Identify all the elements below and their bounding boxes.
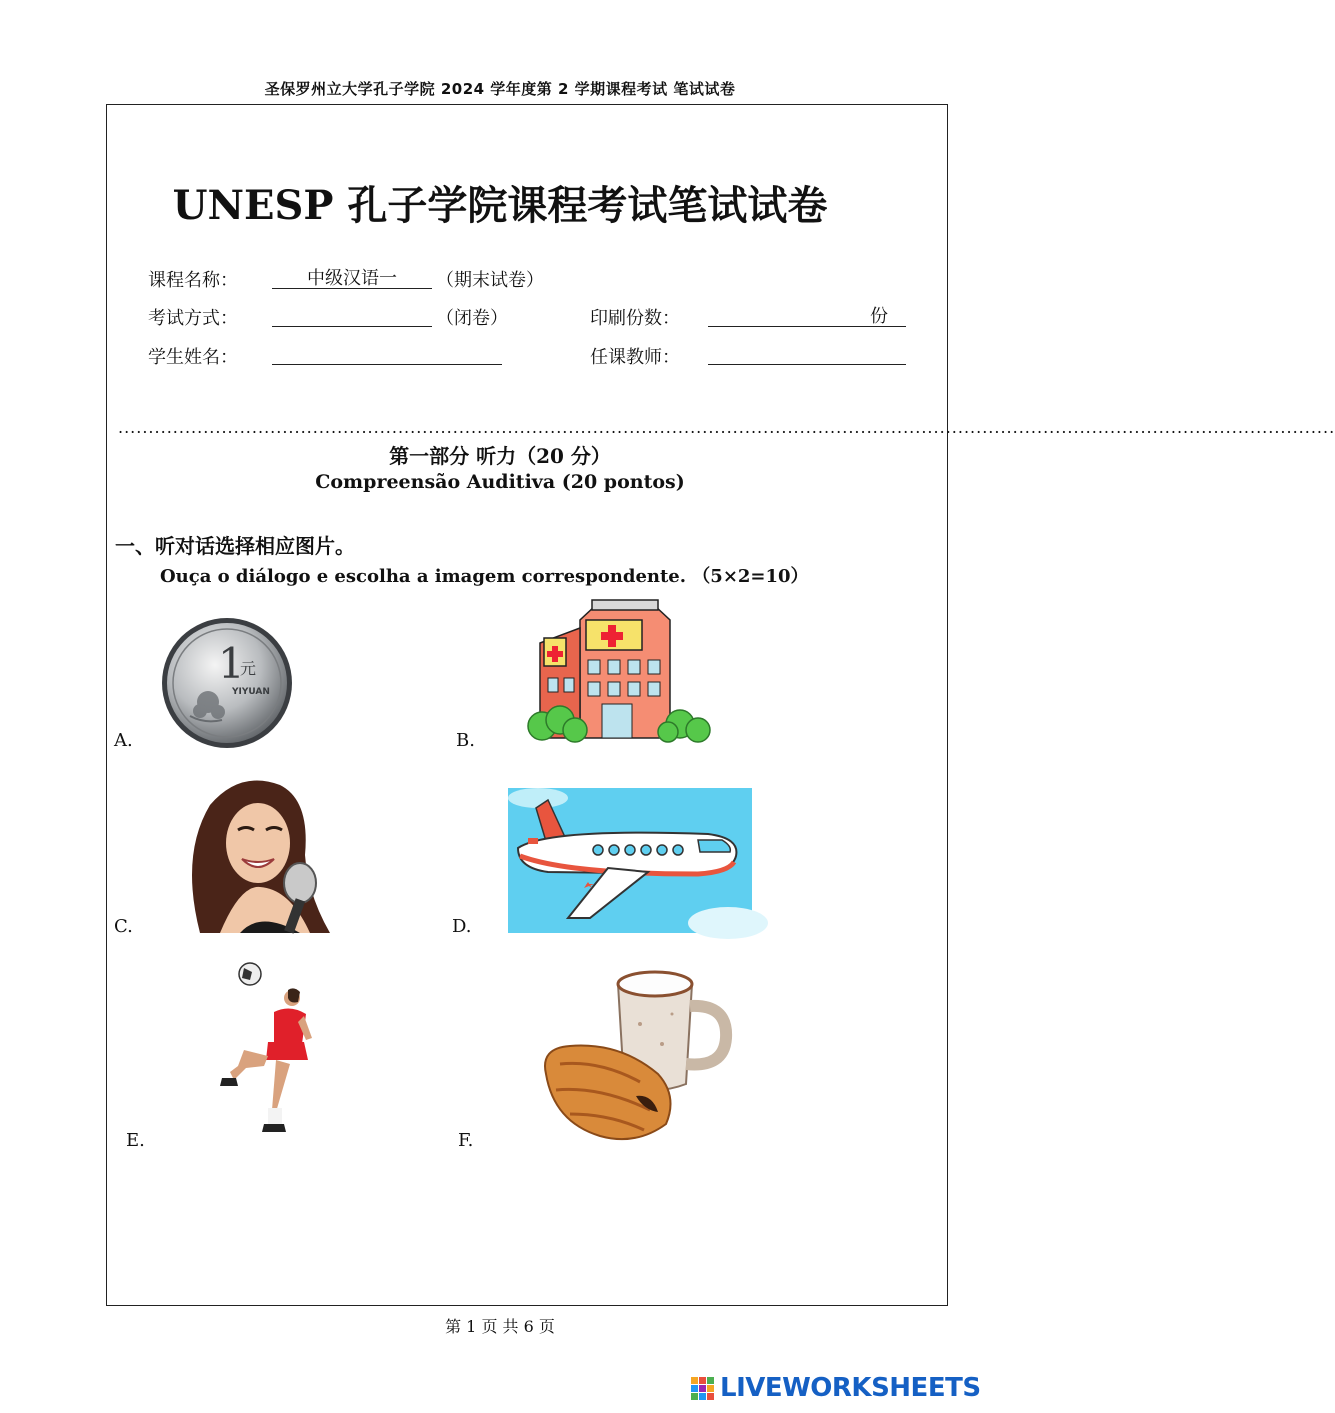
print-count-field[interactable] bbox=[708, 302, 906, 327]
student-name-label: 学生姓名： bbox=[148, 347, 238, 368]
part-title-pt: Compreensão Auditiva (20 pontos) bbox=[315, 471, 685, 493]
option-a-letter: A. bbox=[114, 730, 133, 751]
option-d-letter: D. bbox=[452, 916, 472, 937]
exam-mode-field[interactable] bbox=[272, 302, 432, 327]
question-pt: Ouça o diálogo e escolha a imagem correspondente. （5×2=10） bbox=[160, 566, 809, 587]
airplane-icon[interactable] bbox=[508, 788, 752, 933]
question-cn: 一、听对话选择相应图片。 bbox=[115, 534, 355, 558]
football-player-icon[interactable] bbox=[216, 960, 316, 1136]
option-f-letter: F. bbox=[458, 1130, 474, 1151]
dotted-separator: ........................................................................................................................................................................................................ bbox=[118, 418, 1335, 437]
coin-icon[interactable] bbox=[160, 616, 294, 750]
liveworksheets-brand[interactable]: LIVEWORKSHEETS bbox=[720, 1373, 981, 1403]
page-header: 圣保罗州立大学孔子学院 2024 学年度第 2 学期课程考试 笔试试卷 bbox=[264, 80, 736, 98]
course-name-field[interactable]: 中级汉语一 bbox=[272, 264, 432, 289]
teacher-field[interactable] bbox=[708, 340, 906, 365]
student-name-field[interactable] bbox=[272, 340, 502, 365]
exam-title: UNESP 孔子学院课程考试笔试试卷 bbox=[172, 182, 828, 229]
course-note: （期末试卷） bbox=[436, 270, 544, 291]
option-b-letter: B. bbox=[456, 730, 475, 751]
liveworksheets-logo-icon bbox=[690, 1376, 716, 1402]
option-c-letter: C. bbox=[114, 916, 133, 937]
print-unit: 份 bbox=[870, 306, 888, 327]
coin-numeral: 1 bbox=[218, 639, 245, 688]
exam-mode-note: （闭卷） bbox=[436, 308, 508, 329]
exam-mode-label: 考试方式： bbox=[148, 308, 238, 329]
print-count-label: 印刷份数： bbox=[590, 308, 680, 329]
course-label: 课程名称： bbox=[148, 270, 238, 291]
coin-char: 元 bbox=[240, 659, 257, 678]
part-title-cn: 第一部分 听力（20 分） bbox=[389, 444, 611, 468]
coin-text: YIYUAN bbox=[232, 687, 270, 697]
option-e-letter: E. bbox=[126, 1130, 145, 1151]
page-footer: 第 1 页 共 6 页 bbox=[445, 1317, 555, 1336]
singer-icon[interactable] bbox=[180, 775, 350, 933]
milk-bread-icon[interactable] bbox=[540, 964, 740, 1148]
teacher-label: 任课教师： bbox=[590, 347, 680, 368]
hospital-icon[interactable] bbox=[520, 598, 720, 750]
